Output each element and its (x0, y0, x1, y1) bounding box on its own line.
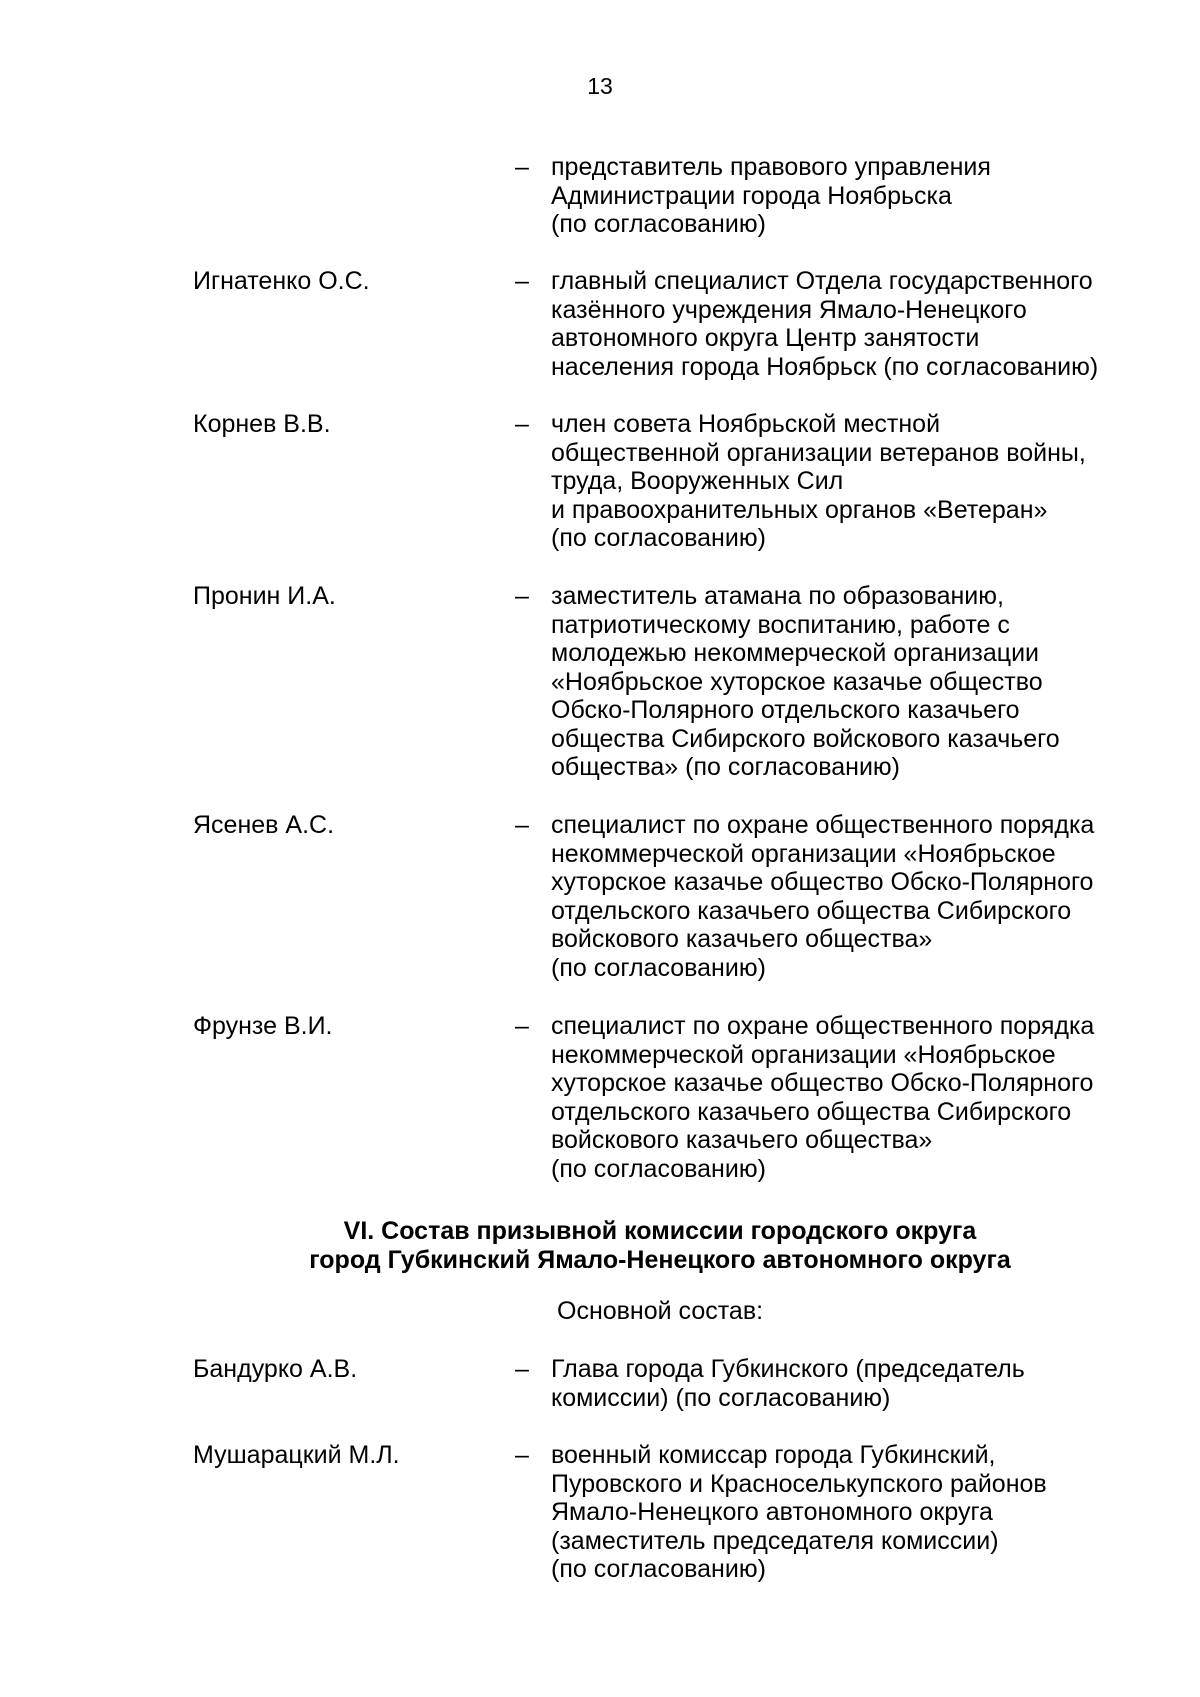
role-line: (по согласованию) (551, 1154, 766, 1183)
role-line: отдельского казачьего общества Сибирского (551, 896, 1072, 925)
role-line: (по согласованию) (551, 1555, 766, 1583)
member-role (551, 1012, 1151, 1183)
role-line: автономного округа Центр занятости (551, 324, 980, 352)
member-role (551, 582, 1151, 782)
role-line: специалист по охране общественного порядка (551, 811, 1095, 839)
role-line: и правоохранительных органов «Ветеран» (551, 495, 1048, 524)
member-name: Фрунзе В.И. (193, 1012, 333, 1040)
member-role (551, 1441, 1151, 1584)
role-line: представитель правового управления (551, 153, 991, 181)
role-line: войскового казачьего общества» (551, 925, 933, 953)
role-line: молодежью некоммерческой организации (551, 639, 1040, 667)
member-role (551, 410, 1151, 553)
role-line: специалист по охране общественного порядка (551, 1012, 1095, 1040)
page-number: 13 (587, 73, 613, 99)
section-heading (0, 1217, 1200, 1275)
dash-separator: – (515, 582, 529, 610)
role-line: (по согласованию) (551, 524, 766, 552)
section-heading-line: город Губкинский Ямало-Ненецкого автономного округа (309, 1246, 1011, 1274)
role-line: казённого учреждения Ямало-Ненецкого (551, 295, 1027, 324)
dash-separator: – (515, 153, 529, 181)
dash-separator: – (515, 410, 529, 438)
role-line: войскового казачьего общества» (551, 1126, 933, 1154)
role-line: член совета Ноябрьской местной (551, 410, 941, 438)
role-line: хуторское казачье общество Обско-Полярного (551, 868, 1094, 896)
role-line: отдельского казачьего общества Сибирского (551, 1097, 1072, 1126)
role-line: некоммерческой организации «Ноябрьское (551, 1040, 1056, 1069)
member-name: Ясенев А.С. (193, 811, 335, 839)
dash-separator: – (515, 1355, 529, 1383)
role-line: (заместитель председателя комиссии) (551, 1526, 999, 1555)
role-line: главный специалист Отдела государственного (551, 267, 1093, 295)
member-name: Пронин И.А. (193, 582, 336, 610)
role-line: некоммерческой организации «Ноябрьское (551, 839, 1056, 868)
role-line: военный комиссар города Губкинский, (551, 1441, 996, 1469)
section-subheading: Основной состав: (557, 1297, 764, 1325)
section-heading-line: VI. Состав призывной комиссии городского округа (343, 1217, 977, 1245)
role-line: (по согласованию) (551, 953, 766, 982)
role-line: населения города Ноябрьск (по согласованию) (551, 352, 1099, 381)
role-line: Ямало-Ненецкого автономного округа (551, 1498, 993, 1526)
member-role (551, 811, 1151, 982)
role-line: заместитель атамана по образованию, (551, 582, 1004, 610)
role-line: (по согласованию) (551, 210, 766, 238)
role-line: общественной организации ветеранов войны, (551, 438, 1086, 467)
role-line: Глава города Губкинского (председатель (551, 1355, 1025, 1383)
dash-separator: – (515, 1012, 529, 1040)
dash-separator: – (515, 811, 529, 839)
role-line: Администрации города Ноябрьска (551, 181, 952, 210)
dash-separator: – (515, 267, 529, 295)
member-name: Корнев В.В. (193, 410, 331, 438)
member-role (551, 267, 1151, 381)
role-line: патриотическому воспитанию, работе с (551, 610, 1010, 639)
role-line: труда, Вооруженных Сил (551, 467, 844, 495)
role-line: комиссии) (по согласованию) (551, 1383, 891, 1412)
role-line: общества Сибирского войскового казачьего (551, 724, 1060, 753)
role-line: Пуровского и Красноселькупского районов (551, 1469, 1047, 1498)
member-role (551, 1355, 1151, 1412)
member-role (551, 153, 1151, 239)
role-line: общества» (по согласованию) (551, 753, 901, 781)
role-line: «Ноябрьское хуторское казачье общество (551, 667, 1043, 696)
role-line: Обско-Полярного отдельского казачьего (551, 696, 1020, 724)
member-name: Игнатенко О.С. (193, 267, 370, 295)
dash-separator: – (515, 1441, 529, 1469)
role-line: хуторское казачье общество Обско-Полярного (551, 1069, 1094, 1097)
member-name: Бандурко А.В. (193, 1355, 358, 1383)
member-name: Мушарацкий М.Л. (193, 1441, 400, 1469)
